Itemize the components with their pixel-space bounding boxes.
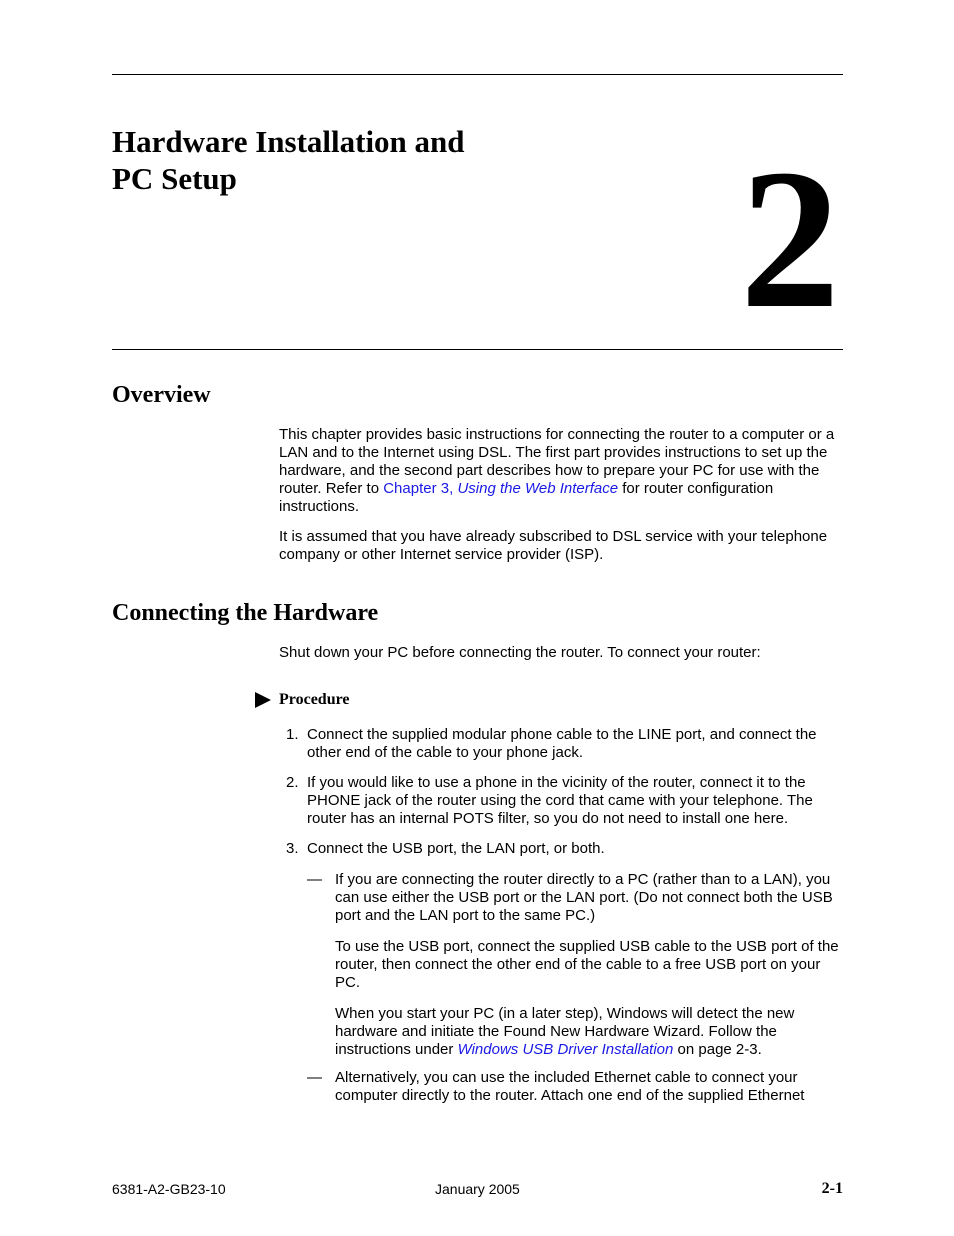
overview-text-before-link: This chapter provides basic instructions for connecting the router to a computer or a LAN and to the Internet using DSL. The first part provides instructions to set up the hardware, and the second part describes how to prepare your PC for use with the router. Refer to bbox=[279, 426, 835, 497]
top-rule bbox=[112, 74, 843, 75]
step-1 bbox=[280, 726, 843, 762]
step-3 bbox=[280, 840, 843, 858]
chapter-title bbox=[112, 123, 465, 197]
section-rule bbox=[112, 349, 843, 350]
sub-item-ethernet bbox=[307, 1069, 843, 1118]
usb-text-after-link: on page 2-3. bbox=[673, 1041, 762, 1058]
procedure-label bbox=[255, 690, 350, 710]
overview-paragraph-1 bbox=[279, 426, 843, 516]
chapter-3-link-title: Using the Web Interface bbox=[457, 480, 619, 497]
footer-doc-number: 6381-A2-GB23-10 bbox=[112, 1181, 226, 1197]
overview-heading: Overview bbox=[112, 382, 211, 408]
usb-text-before-link: When you start your PC (in a later step), Windows will detect the new hardware and initiate the Found New Hardware Wizard. Follow the instructions under bbox=[335, 1005, 795, 1058]
step-text: Connect the USB port, the LAN port, or both. bbox=[307, 840, 605, 857]
connecting-intro: Shut down your PC before connecting the router. To connect your router: bbox=[279, 644, 761, 661]
chapter-title-line-1: Hardware Installation and bbox=[112, 124, 465, 159]
footer-date: January 2005 bbox=[435, 1181, 520, 1197]
step-number: 3. bbox=[286, 840, 299, 857]
step-text: Connect the supplied modular phone cable to the LINE port, and connect the other end of the cable to your phone jack. bbox=[307, 726, 817, 761]
chapter-title-line-2: PC Setup bbox=[112, 161, 237, 196]
em-dash-bullet: — bbox=[307, 1069, 322, 1086]
overview-paragraph-2: It is assumed that you have already subscribed to DSL service with your telephone company or other Internet service provider (ISP). bbox=[279, 528, 828, 563]
sub-item-paragraph-3 bbox=[335, 1005, 843, 1059]
usb-driver-installation-link-text: Windows USB Driver Installation bbox=[457, 1041, 674, 1058]
sub-item-paragraph-2: To use the USB port, connect the supplied USB cable to the USB port of the router, then connect the other end of the cable to a free USB port on your PC. bbox=[335, 938, 839, 991]
step-2 bbox=[280, 774, 843, 828]
footer-page-number: 2-1 bbox=[821, 1180, 843, 1197]
chapter-3-link[interactable] bbox=[383, 480, 618, 497]
step-text: If you would like to use a phone in the vicinity of the router, connect it to the PHONE jack of the router using the cord that came with your telephone. The router has an internal POTS filter, so you do not need to install one here. bbox=[307, 774, 813, 827]
procedure-label-text: Procedure bbox=[279, 691, 350, 708]
procedure-steps bbox=[280, 726, 843, 870]
sub-item-paragraph-1: Alternatively, you can use the included Ethernet cable to connect your computer directly to the router. Attach one end of the supplied Ethernet bbox=[335, 1069, 805, 1104]
overview-text-after-link: for router configuration instructions. bbox=[279, 480, 774, 515]
sub-item-direct-connection bbox=[307, 871, 843, 1072]
connecting-hardware-heading: Connecting the Hardware bbox=[112, 600, 379, 626]
step-number: 1. bbox=[286, 726, 299, 743]
step-number: 2. bbox=[286, 774, 299, 791]
em-dash-bullet: — bbox=[307, 871, 322, 888]
chapter-number: 2 bbox=[740, 129, 840, 350]
chapter-3-link-label: Chapter 3, bbox=[383, 480, 458, 497]
usb-driver-installation-link[interactable] bbox=[458, 1041, 674, 1058]
sub-item-paragraph-1: If you are connecting the router directly to a PC (rather than to a LAN), you can use either the USB port or the LAN port. (Do not connect both the USB port and the LAN port to the same PC.) bbox=[335, 871, 833, 924]
procedure-arrow-icon bbox=[255, 692, 271, 708]
